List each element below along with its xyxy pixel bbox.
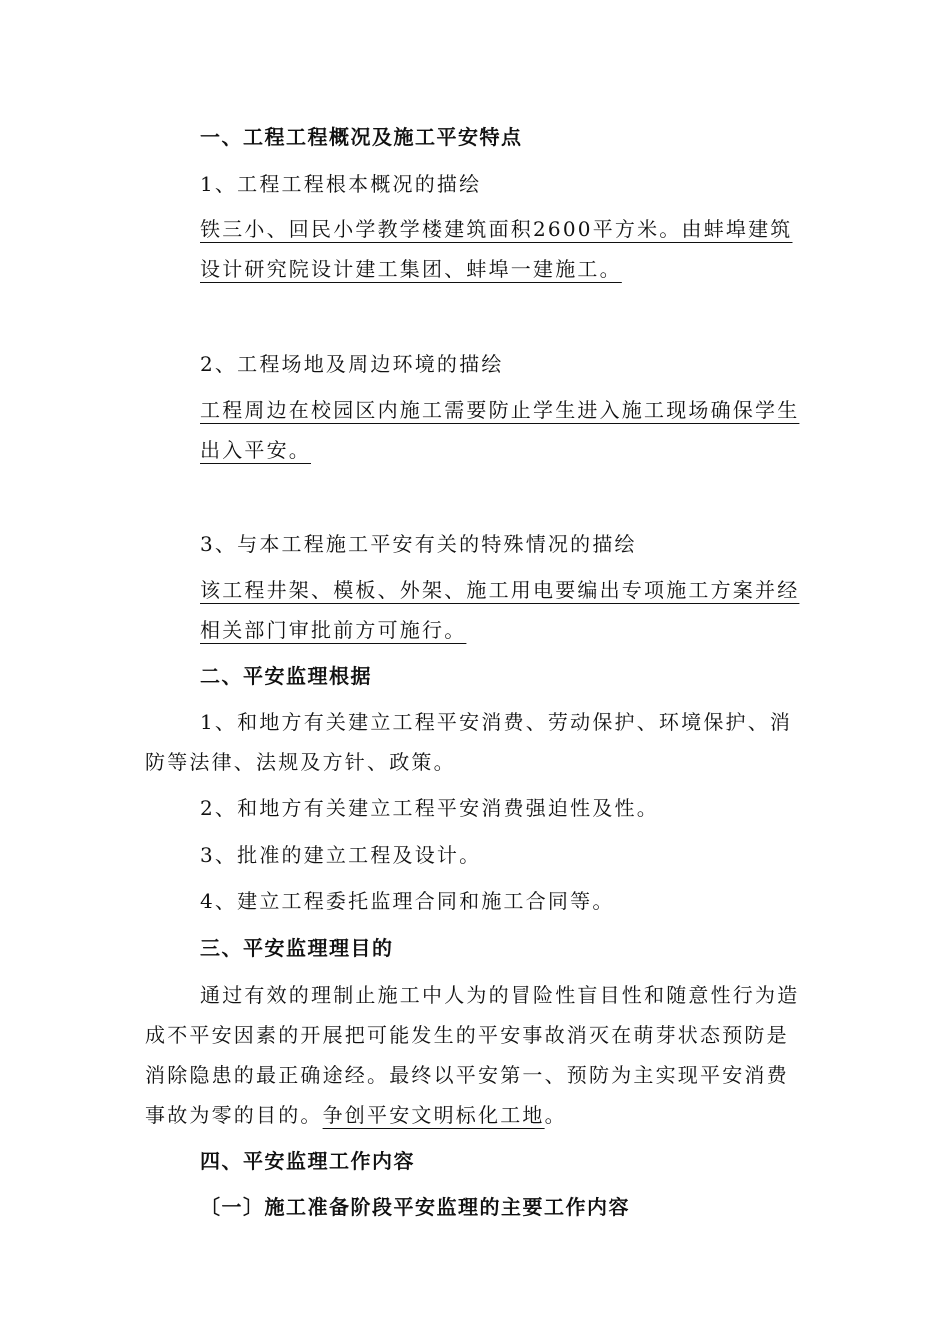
paragraph-3-line1: 通过有效的理制止施工中人为的冒险性盲目性和随意性行为造 — [200, 983, 800, 1007]
item-label-1-1: 1、工程工程根本概况的描绘 — [200, 172, 482, 196]
paragraph-3-line3: 消除隐患的最正确途经。最终以平安第一、预防为主实现平安消费 — [145, 1063, 789, 1087]
section-heading-3: 三、平安监理理目的 — [200, 936, 394, 960]
item-text-2-4: 4、建立工程委托监理合同和施工合同等。 — [200, 889, 615, 913]
paragraph-3-line4 — [145, 1101, 567, 1129]
paragraph-3-line2: 成不平安因素的开展把可能发生的平安事故消灭在萌芽状态预防是 — [145, 1023, 789, 1047]
item-text-1-1-line2: 设计研究院设计建工集团、蚌埠一建施工。 — [200, 257, 622, 281]
item-text-1-2-line1: 工程周边在校园区内施工需要防止学生进入施工现场确保学生 — [200, 398, 800, 422]
item-text-1-3-line1: 该工程井架、模板、外架、施工用电要编出专项施工方案并经 — [200, 578, 800, 602]
sub-heading-4-1: 〔一〕施工准备阶段平安监理的主要工作内容 — [200, 1195, 630, 1219]
item-text-1-2-line2: 出入平安。 — [200, 438, 311, 462]
item-text-2-2: 2、和地方有关建立工程平安消费强迫性及性。 — [200, 796, 659, 820]
paragraph-3-line4-underlined: 争创平安文明标化工地 — [322, 1103, 545, 1127]
item-label-1-3: 3、与本工程施工平安有关的特殊情况的描绘 — [200, 532, 637, 556]
section-heading-4: 四、平安监理工作内容 — [200, 1149, 415, 1173]
section-heading-2: 二、平安监理根据 — [200, 664, 372, 688]
item-text-1-3-line2: 相关部门审批前方可施行。 — [200, 618, 467, 642]
section-heading-1: 一、工程工程概况及施工平安特点 — [200, 125, 523, 149]
item-text-2-1-line2: 防等法律、法规及方针、政策。 — [145, 750, 456, 774]
paragraph-3-line4-plain: 事故为零的目的。 — [145, 1103, 323, 1127]
paragraph-3-line4-tail: 。 — [544, 1103, 567, 1127]
item-label-1-2: 2、工程场地及周边环境的描绘 — [200, 352, 504, 376]
item-text-1-1-line1: 铁三小、回民小学教学楼建筑面积2600平方米。由蚌埠建筑 — [200, 217, 793, 241]
item-text-2-3: 3、批准的建立工程及设计。 — [200, 843, 482, 867]
item-text-2-1-line1: 1、和地方有关建立工程平安消费、劳动保护、环境保护、消 — [200, 710, 793, 734]
